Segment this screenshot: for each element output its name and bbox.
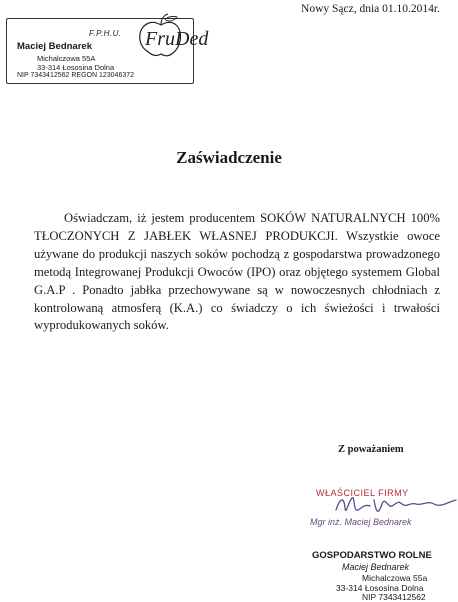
farm-stamp <box>296 546 458 600</box>
stamp-street: Michalczowa 55A <box>37 54 96 63</box>
date-line: Nowy Sącz, dnia 01.10.2014r. <box>301 3 440 15</box>
logo-text: FruDed <box>145 28 209 50</box>
signature-title: WŁAŚCICIEL FIRMY <box>316 488 409 498</box>
body-paragraph: Oświadczam, iż jestem producentem SOKÓW NATURALNYCH 100% TŁOCZONYCH Z JABŁEK WŁASNEJ PRODUKCJI. Wszystkie owoce używane do produkcji naszych soków pochodzą z gospodarstwa prowadzonego metodą Integrowanej Produkcji Owoców (IPO) oraz objętego systemem Global G.A.P . Ponadto jabłka przechowywane są w nowoczesnych chłodniach z kontrolowaną atmosferą (K.A.) co świadczy o ich świeżości i trwałości wyprodukowanych soków. <box>34 211 440 333</box>
company-stamp <box>6 18 209 84</box>
signature-name: Mgr inż. Maciej Bednarek <box>310 517 412 527</box>
document-title: Zaświadczenie <box>176 148 282 167</box>
stamp-owner: Maciej Bednarek <box>17 41 92 52</box>
farm-stamp-postal-city: 33-314 Łososina Dolna <box>336 583 424 593</box>
stamp-postal-city: 33-314 Łososina Dolna <box>37 63 115 72</box>
farm-stamp-title: GOSPODARSTWO ROLNE <box>312 550 432 561</box>
stamp-firm-type: F.P.H.U. <box>89 29 122 38</box>
farm-stamp-name: Maciej Bednarek <box>342 562 410 572</box>
closing-text: Z poważaniem <box>338 444 404 455</box>
stamp-ids: NIP 7343412562 REGON 123046372 <box>17 72 135 79</box>
apple-logo-icon <box>133 11 211 67</box>
body-text <box>34 210 440 335</box>
farm-stamp-nip: NIP 7343412562 <box>362 592 426 602</box>
signature-block <box>300 484 458 534</box>
farm-stamp-street: Michalczowa 55a <box>362 573 428 583</box>
